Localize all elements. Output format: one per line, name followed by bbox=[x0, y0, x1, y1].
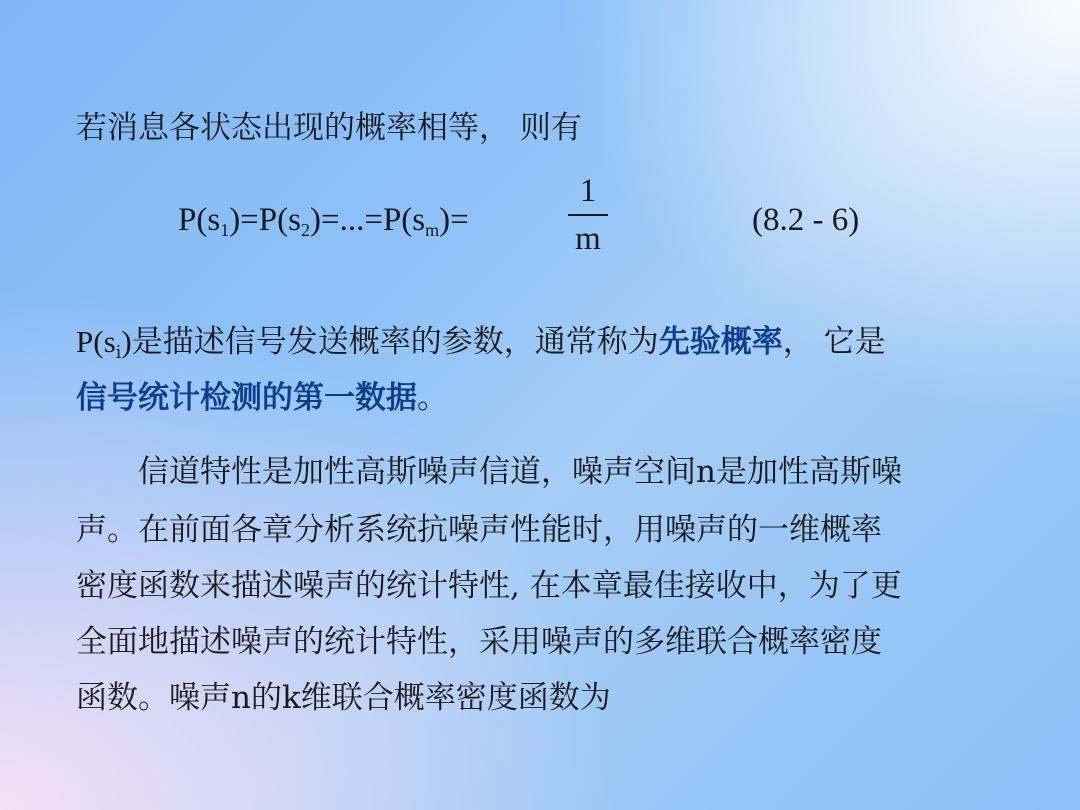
formula-part: )=...=P(s bbox=[309, 202, 426, 238]
equation-number: (8.2 - 6) bbox=[752, 202, 860, 238]
highlight-prior-probability: 先验概率 bbox=[658, 324, 783, 360]
para1-line1 bbox=[76, 322, 886, 362]
para2-line: 声。在前面各章分析系统抗噪声性能时，用噪声的一维概率 bbox=[76, 512, 882, 548]
para2-line: 全面地描述噪声的统计特性，采用噪声的多维联合概率密度 bbox=[76, 624, 882, 660]
fraction-bar bbox=[568, 214, 608, 216]
para1-text-c: 。 bbox=[417, 380, 448, 416]
para2-line: 函数。噪声n的k维联合概率密度函数为 bbox=[76, 680, 611, 716]
p-subscript: i bbox=[115, 342, 122, 363]
fraction-denominator: m bbox=[575, 221, 601, 257]
probability-formula bbox=[178, 200, 469, 240]
para1-line2 bbox=[76, 378, 448, 418]
formula-part: P(s bbox=[178, 202, 221, 238]
p-close: ) bbox=[121, 324, 132, 359]
para1-text-b: ， 它是 bbox=[782, 324, 886, 360]
formula-part: )=P(s bbox=[229, 202, 301, 238]
para2-line: 信道特性是加性高斯噪声信道，噪声空间n是加性高斯噪 bbox=[138, 454, 902, 490]
highlight-first-data: 信号统计检测的第一数据 bbox=[76, 380, 417, 416]
formula-part: )= bbox=[439, 202, 469, 238]
para2-line: 密度函数来描述噪声的统计特性, 在本章最佳接收中，为了更 bbox=[76, 568, 902, 604]
para1-text-a: 是描述信号发送概率的参数，通常称为 bbox=[131, 324, 659, 360]
intro-line: 若消息各状态出现的概率相等， 则有 bbox=[76, 110, 582, 146]
fraction bbox=[566, 172, 610, 258]
p-prefix: P(s bbox=[76, 324, 116, 359]
formula-subscript: m bbox=[425, 220, 440, 240]
formula-subscript: 2 bbox=[300, 220, 310, 240]
fraction-numerator: 1 bbox=[579, 173, 597, 209]
formula-subscript: 1 bbox=[220, 220, 230, 240]
